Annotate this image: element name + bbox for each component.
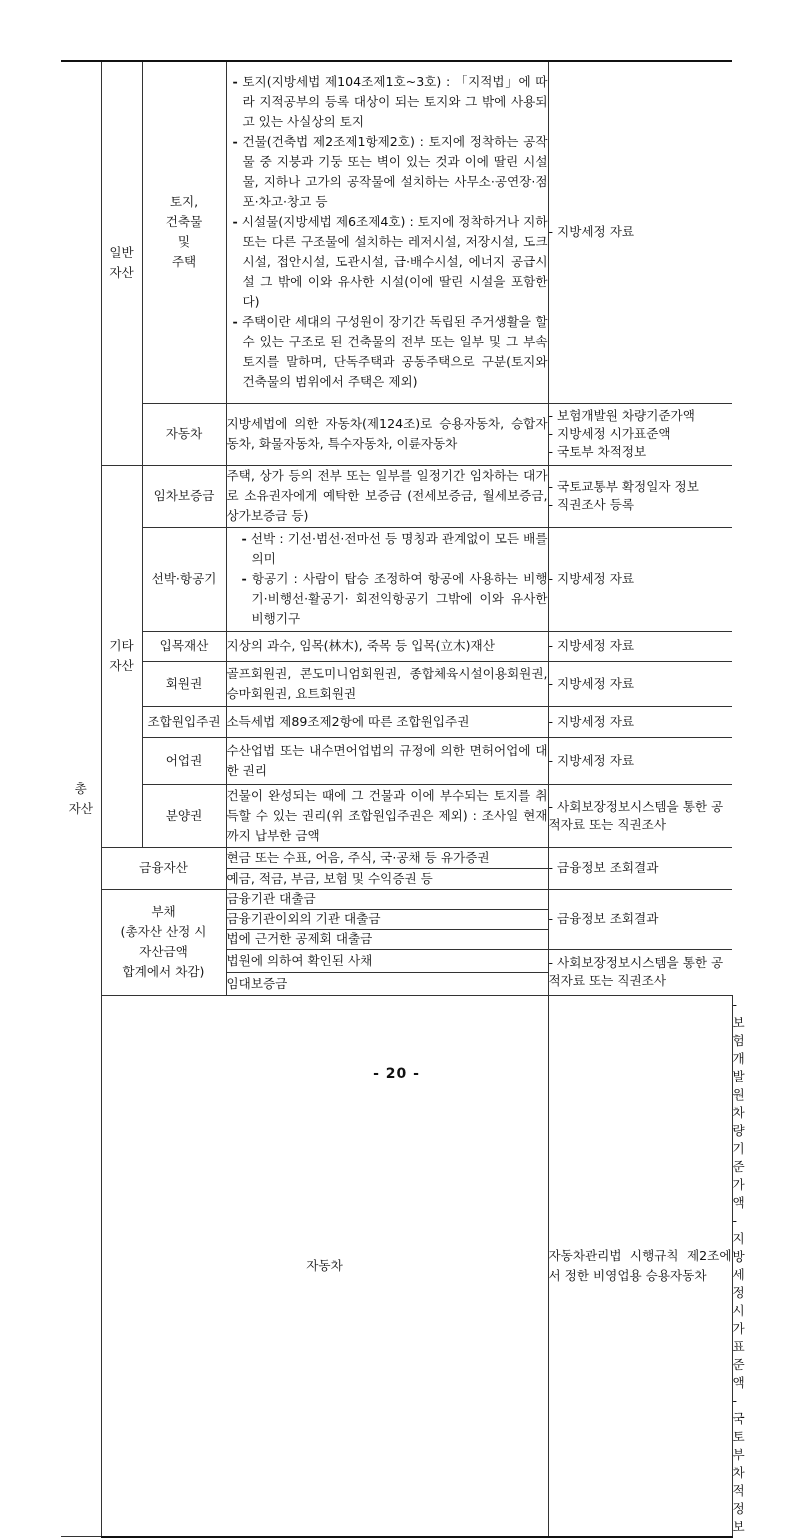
- bullet-marker: -: [232, 74, 238, 90]
- other-assets-label: 기타 자산: [109, 638, 134, 673]
- bullet-marker: -: [232, 314, 238, 330]
- item-presale-rights: [142, 784, 226, 847]
- item-fishing-rights: [142, 737, 226, 784]
- desc-union-rights-text: 소득세법 제89조제2항에 따른 조합원입주권: [226, 713, 470, 729]
- item-car: [142, 403, 226, 465]
- desc-presale-rights-text: 건물이 완성되는 때에 그 건물과 이에 부수되는 토지를 취득할 수 있는 권리(위 조합원입주권은 제외) : 조사일 현재까지 납부한 금액: [226, 787, 548, 843]
- desc-debt-4-text: 법원에 의하여 확인된 사채: [226, 952, 373, 968]
- src-ship-aircraft: [548, 527, 732, 631]
- src-standing-trees: [548, 631, 732, 661]
- desc-lease-deposit: [226, 465, 548, 527]
- bullet-marker: -: [241, 571, 247, 586]
- desc-debt-1-text: 금융기관 대출금: [226, 891, 316, 906]
- desc-presale-rights: [226, 784, 548, 847]
- desc-fin-2-text: 예금, 적금, 부금, 보험 및 수익증권 등: [226, 870, 433, 886]
- desc-building: [227, 132, 548, 212]
- desc-debt-2-text: 금융기관이외의 기관 대출금: [226, 911, 381, 926]
- asset-criteria-table: 총 자산 일반 자산 토지, 건축물 및 주택 - 토지(지방세법 제104조제1호~3호) : 「지적법」에 따라 지적공부의 등록 대상이 되는 토지와 그 밖에 사용되고 있는 사실상의 토지 - 건물(건축법 제2조제1항제2호) : 토지에 정착하는 공작물 중 지붕과 기둥 또는 벽이 있는 것과 이에 딸린 시설물, 지하나 고가의 공작물에 설치하는 사무소·공연장·점포·차고·창고 등 - 시설물(지방세법 제6조제4호) : 토지에 정착하거나 지하 또는 다른 구조물에 설치하는 레저시설, 저장시설, 도크시설, 접안시설, 도관시설, 급·배수시설, 에너지 공급시설 그 밖에 이와 유사한 시설(이에 딸린 시설을 포함한다) - 주택이란 세대의 구성원이 장기간 독립된 주거생활을 할 수 있는 구조로 된 건축물의 전부 또는 일부 및 그 부속 토지를 말하며, 단독주택과 공동주택으로 구분(토지와 건축물의 범위에서 주택은 제외) - 지방세정 자료 자동차 지방세법에 의한 자동차(제124조)로 승용자동차, 승합자동차, 화물자동차, 특수자동차, 이륜자동차 - 보험개발원 차량기준가액 - 지방세정 시가표준액 - 국토부 차적정보 기타 자산 임차보증금 주택, 상가 등의 전부 또는 일부를 일정기간 임차하는 대가로 소유권자에게 예탁한 보증금 (전세보증금, 월세보증금, 상가보증금 등) - 국토교통부 확정일자 정보 - 직권조사 등록 선박·항공기 - 선박 : 기선·범선·전마선 등 명칭과 관계없이 모든 배를 의미 - 항공기 : 사람이 탑승 조정하여 항공에 사용하는 비행기·비행선·활공기· 회전익항공기 그밖에 이와 유사한 비행기구 - 지방세정 자료 입목재산 지상의 과수, 임목(林木), 죽목 등 입목(立木)재산 - 지방세정 자료 회원권 골프회원권, 콘도미니엄회원권, 종합체육시설이용회원권, 승마회원권, 요트회원권 - 지방세정 자료 조합원입주권 소득세법 제89조제2항에 따른 조합원입주권 - 지방세정 자료 어업권 수산업법 또는 내수면어업법의 규정에 의한 면허어업에 대한 권리 - 지방세정 자료 분양권 건물이 완성되는 때에 그 건물과 이에 부수되는 토지를 취득할 수 있는 권리(위 조합원입주권은 제외) : 조사일 현재까지 납부한 금액 - 사회보장정보시스템을 통한 공적자료 또는 직권조사 금융자산 현금 또는 수표, 어음, 주식, 국·공채 등 유가증권 - 금융정보 조회결과 예금, 적금, 부금, 보험 및 수익증권 등 부채 (총자산 산정 시 자산금액 합계에서 차감) 금융기관 대출금 - 금융정보 조회결과 금융기관이외의 기관 대출금 법에 근거한 공제회 대출금 법원에 의하여 확인된 사채 - 사회보장정보시스템을 통한 공적자료 또는 직권조사 임대보증금 자동차 자동차관리법 시행규칙 제2조에서 정한 비영업용 승용자동차 - 보험개발원 차량기준가액 - 지방세정 시가표준액 - 국토부 차적정보: [61, 60, 732, 1538]
- desc-debt-3-text: 법에 근거한 공제회 대출금: [226, 931, 373, 946]
- src-car-3: - 국토부 차적정보: [548, 444, 647, 459]
- src-social-info: - 사회보장정보시스템을 통한 공적자료 또는 직권조사: [548, 955, 724, 988]
- src-fishing-rights: [548, 737, 732, 784]
- desc-land-text: 토지(지방세법 제104조제1호~3호) : 「지적법」에 따라 지적공부의 등록 대상이 되는 토지와 그 밖에 사용되고 있는 사실상의 토지: [242, 74, 548, 130]
- car-bottom-label: 자동차: [306, 1257, 343, 1273]
- desc-standing-trees-text: 지상의 과수, 임목(林木), 죽목 등 입목(立木)재산: [226, 638, 495, 653]
- item-lease-deposit: [142, 465, 226, 527]
- desc-union-rights: [226, 706, 548, 737]
- src-car-1: - 보험개발원 차량기준가액: [548, 408, 695, 423]
- item-land-building-housing: [142, 61, 226, 403]
- src-social-info: - 사회보장정보시스템을 통한 공적자료 또는 직권조사: [548, 798, 724, 832]
- desc-facility-text: 시설물(지방세법 제6조제4호) : 토지에 정착하거나 지하 또는 다른 구조물에 설치하는 레저시설, 저장시설, 도크시설, 접안시설, 도관시설, 급·배수시설, 에너지 공급시설 그 밖에 이와 유사한 시설(이에 딸린 시설을 포함한다): [241, 214, 548, 310]
- category-total-assets: [61, 61, 101, 1537]
- desc-facility: [227, 212, 548, 312]
- src-car: [548, 403, 732, 465]
- item-membership: [142, 661, 226, 706]
- desc-aircraft-text: 항공기 : 사람이 탑승 조정하여 항공에 사용하는 비행기·비행선·활공기· 회전익항공기 그밖에 이와 유사한 비행기구: [251, 571, 548, 626]
- union-rights-label: 조합원입주권: [147, 713, 221, 729]
- desc-aircraft: [227, 569, 548, 629]
- fishing-rights-label: 어업권: [165, 752, 203, 768]
- bullet-marker: -: [241, 531, 247, 546]
- src-local-tax: - 지방세정 자료: [548, 224, 635, 240]
- desc-car-text: 지방세법에 의한 자동차(제124조)로 승용자동차, 승합자동차, 화물자동차, 특수자동차, 이륜자동차: [226, 416, 548, 451]
- category-other-assets: [101, 465, 142, 847]
- desc-debt-3: [226, 929, 548, 949]
- item-union-rights: [142, 706, 226, 737]
- src-fin-result: - 금융정보 조회결과: [548, 860, 659, 875]
- src-fin-result: - 금융정보 조회결과: [548, 911, 659, 926]
- membership-label: 회원권: [165, 675, 203, 691]
- desc-fishing-rights-text: 수산업법 또는 내수면어업법의 규정에 의한 면허어업에 대한 권리: [226, 742, 548, 778]
- desc-fishing-rights: [226, 737, 548, 784]
- desc-ship-text: 선박 : 기선·범선·전마선 등 명칭과 관계없이 모든 배를 의미: [250, 531, 548, 566]
- desc-fin-1-text: 현금 또는 수표, 어음, 주식, 국·공채 등 유가증권: [226, 849, 490, 865]
- desc-lease-deposit-text: 주택, 상가 등의 전부 또는 일부를 일정기간 임차하는 대가로 소유권자에게 예탁한 보증금 (전세보증금, 월세보증금, 상가보증금 등): [226, 468, 548, 523]
- src-car-2: - 지방세정 시가표준액: [548, 426, 671, 441]
- src-lease-1: - 국토교통부 확정일자 정보: [548, 479, 699, 494]
- item-ship-aircraft: [142, 527, 226, 631]
- desc-debt-5: [226, 972, 548, 995]
- item-standing-trees: [142, 631, 226, 661]
- presale-rights-label: 분양권: [165, 807, 203, 823]
- src-debt-social: [548, 949, 732, 995]
- src-local-tax: - 지방세정 자료: [548, 571, 635, 586]
- src-local-tax: - 지방세정 자료: [548, 638, 635, 653]
- desc-building-text: 건물(건축법 제2조제1항제2호) : 토지에 정착하는 공작물 중 지붕과 기둥 또는 벽이 있는 것과 이에 딸린 시설물, 지하나 고가의 공작물에 설치하는 사무소·공연장·점포·차고·창고 등: [242, 134, 548, 210]
- desc-fin-1: [226, 847, 548, 868]
- src-local-tax: - 지방세정 자료: [548, 713, 635, 729]
- src-lease-2: - 직권조사 등록: [548, 497, 635, 512]
- desc-standing-trees: [226, 631, 548, 661]
- car-label: 자동차: [165, 426, 203, 441]
- desc-ship-aircraft: [226, 527, 548, 631]
- desc-land-building-housing: [226, 61, 548, 403]
- src-union-rights: [548, 706, 732, 737]
- desc-fin-2: [226, 868, 548, 889]
- financial-assets-label: 금융자산: [139, 860, 188, 875]
- bullet-marker: -: [232, 214, 238, 230]
- general-assets-label: 일반 자산: [109, 245, 134, 281]
- desc-car: [226, 403, 548, 465]
- item-debt: [101, 889, 226, 995]
- src-lease-deposit: [548, 465, 732, 527]
- desc-debt-2: [226, 909, 548, 929]
- total-assets-label: 총 자산: [68, 781, 93, 816]
- src-presale-rights: [548, 784, 732, 847]
- desc-ship: [227, 529, 548, 569]
- src-debt-financial: [548, 889, 732, 949]
- lease-deposit-label: 임차보증금: [153, 488, 215, 503]
- desc-membership: [226, 661, 548, 706]
- desc-land: [227, 72, 548, 132]
- item-financial-assets: [101, 847, 226, 889]
- src-membership: [548, 661, 732, 706]
- src-land-building-housing: [548, 61, 732, 403]
- ship-aircraft-label: 선박·항공기: [151, 571, 217, 586]
- src-local-tax: - 지방세정 자료: [548, 675, 635, 691]
- category-general-assets: [101, 61, 142, 465]
- desc-housing-text: 주택이란 세대의 구성원이 장기간 독립된 주거생활을 할 수 있는 구조로 된 건축물의 전부 또는 일부 및 그 부속 토지를 말하며, 단독주택과 공동주택으로 구분(토지와 건축물의 범위에서 주택은 제외): [242, 314, 548, 390]
- desc-debt-4: [226, 949, 548, 972]
- standing-trees-label: 입목재산: [159, 638, 209, 653]
- page-number: - 20 -: [373, 1066, 420, 1082]
- desc-car-bottom-text: 자동차관리법 시행규칙 제2조에서 정한 비영업용 승용자동차: [548, 1247, 732, 1283]
- land-building-housing-label: 토지, 건축물 및 주택: [165, 194, 203, 270]
- src-financial-assets: [548, 847, 732, 889]
- desc-debt-5-text: 임대보증금: [226, 975, 288, 991]
- desc-membership-text: 골프회원권, 콘도미니엄회원권, 종합체육시설이용회원권, 승마회원권, 요트회원권: [226, 665, 548, 701]
- debt-label: 부채 (총자산 산정 시 자산금액 합계에서 차감): [120, 904, 207, 979]
- src-local-tax: - 지방세정 자료: [548, 752, 635, 768]
- desc-debt-1: [226, 889, 548, 909]
- bullet-marker: -: [232, 134, 238, 150]
- desc-housing: [227, 312, 548, 392]
